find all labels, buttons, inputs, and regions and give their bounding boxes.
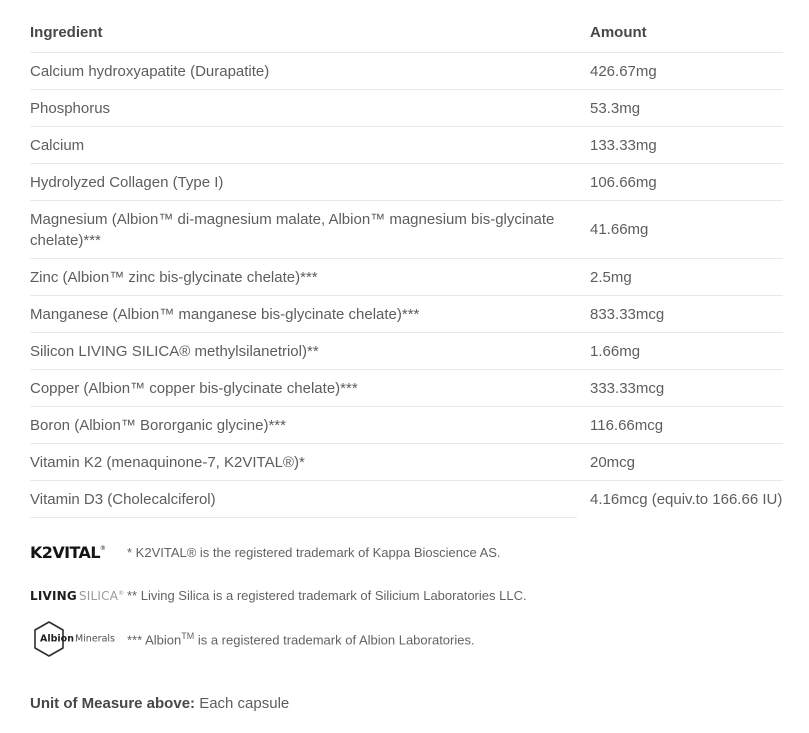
table-row <box>30 481 783 518</box>
footnote-row-albion <box>30 617 809 660</box>
table-row <box>30 259 783 296</box>
living-silica-logo-mark: ® <box>118 589 125 597</box>
k2vital-logo-mark: ® <box>99 545 106 552</box>
table-row <box>30 333 783 370</box>
minerals-logo-text: Minerals <box>74 633 115 644</box>
footnote-text: * K2VITAL® is the registered trademark of Kappa Bioscience AS. <box>127 545 501 560</box>
ingredient-cell: Calcium hydroxyapatite (Durapatite) <box>30 62 270 80</box>
ingredient-cell: Silicon LIVING SILICA® methylsilanetriol)** <box>30 342 319 360</box>
amount-cell: 833.33mcg <box>590 305 665 323</box>
ingredient-cell: Boron (Albion™ Bororganic glycine)*** <box>30 416 286 434</box>
k2vital-logo <box>30 543 127 562</box>
amount-cell: 4.16mcg (equiv.to 166.66 IU) <box>590 491 783 508</box>
silica-logo-text: SILICA <box>78 588 119 603</box>
living-logo-text: LIVING <box>30 588 77 603</box>
amount-cell: 116.66mcg <box>590 416 664 434</box>
footnote-text: *** Albion™ is a registered trademark of Albion Laboratories. <box>127 631 475 648</box>
unit-of-measure-line <box>30 693 809 714</box>
ingredient-cell: Phosphorus <box>30 99 111 117</box>
column-header-ingredient: Ingredient <box>30 24 103 41</box>
table-row <box>30 370 783 407</box>
unit-of-measure-label: Unit of Measure above: <box>30 695 196 712</box>
k2vital-logo-text: K2VITAL <box>30 543 100 562</box>
table-row <box>30 90 783 127</box>
amount-cell: 333.33mcg <box>590 379 665 397</box>
amount-cell: 1.66mg <box>590 342 641 360</box>
ingredient-cell: Vitamin D3 (Cholecalciferol) <box>30 481 577 518</box>
amount-cell: 41.66mg <box>590 221 649 238</box>
unit-of-measure-value: Each capsule <box>199 695 290 712</box>
column-header-amount: Amount <box>590 24 647 41</box>
amount-cell: 20mcg <box>590 453 636 471</box>
table-row <box>30 407 783 444</box>
ingredient-cell: Hydrolyzed Collagen (Type I) <box>30 173 224 191</box>
table-row <box>30 444 783 481</box>
footnote-row-livingsilica <box>30 574 809 617</box>
footnote-row-k2vital <box>30 531 809 574</box>
ingredient-cell: Magnesium (Albion™ di-magnesium malate, Albion™ magnesium bis-glycinate chelate)*** <box>30 210 555 249</box>
table-row <box>30 127 783 164</box>
table-header-row <box>30 16 783 53</box>
albion-logo-text: Albion <box>40 633 74 644</box>
ingredient-cell: Vitamin K2 (menaquinone-7, K2VITAL®)* <box>30 453 305 471</box>
amount-cell: 426.67mg <box>590 62 657 80</box>
amount-cell: 2.5mg <box>590 268 632 286</box>
ingredient-cell: Calcium <box>30 136 85 154</box>
footnote-text: ** Living Silica is a registered trademark of Silicium Laboratories LLC. <box>127 588 527 603</box>
amount-cell: 53.3mg <box>590 99 641 117</box>
ingredients-table <box>30 16 783 518</box>
ingredient-cell: Zinc (Albion™ zinc bis-glycinate chelate)*** <box>30 268 318 286</box>
table-row <box>30 296 783 333</box>
ingredient-cell: Manganese (Albion™ manganese bis-glycinate chelate)*** <box>30 305 420 323</box>
trademark-footnotes <box>30 531 809 660</box>
table-row <box>30 201 783 259</box>
table-row <box>30 53 783 90</box>
albion-minerals-logo <box>30 619 127 659</box>
amount-cell: 133.33mg <box>590 136 657 154</box>
table-row <box>30 164 783 201</box>
amount-cell: 106.66mg <box>590 173 657 191</box>
living-silica-logo <box>30 589 127 603</box>
ingredient-cell: Copper (Albion™ copper bis-glycinate chelate)*** <box>30 379 358 397</box>
